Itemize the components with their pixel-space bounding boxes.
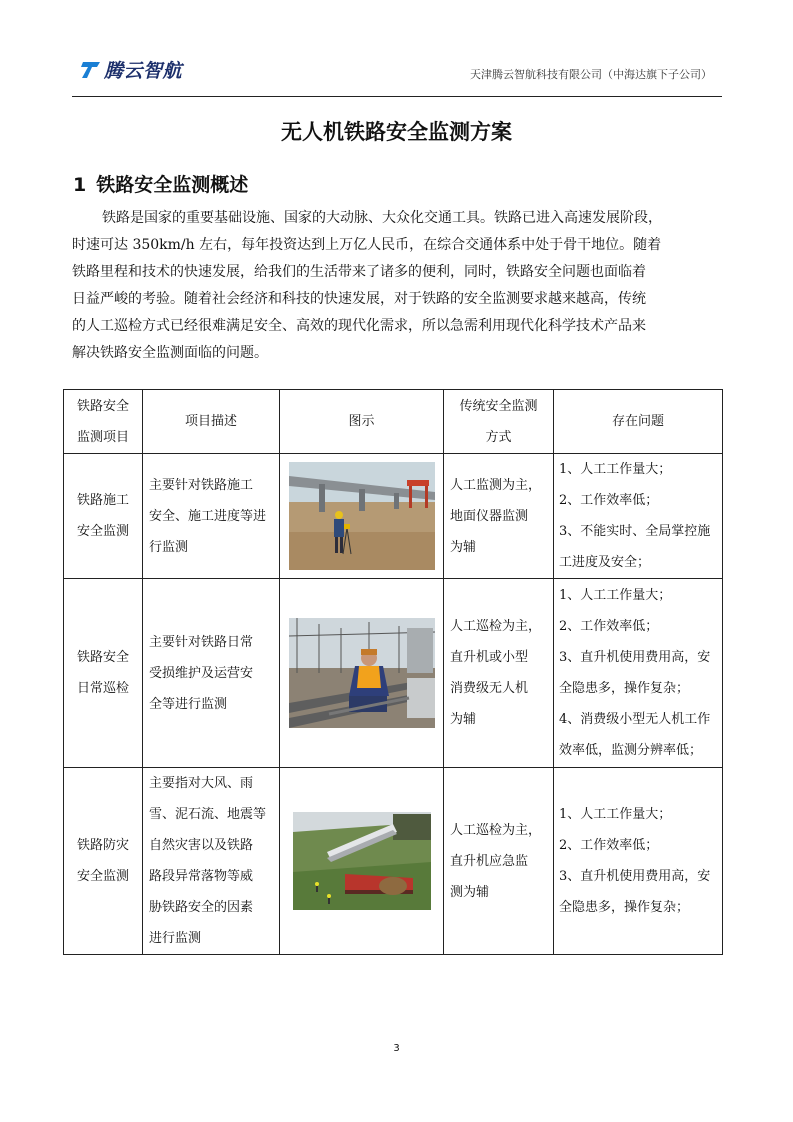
section-title-text: 铁路安全监测概述 [96, 174, 249, 196]
header-cell-image: 图示 [280, 390, 444, 454]
desc-cell: 主要针对铁路日常 受损维护及运营安 全等进行监测 [143, 579, 280, 768]
company-logo [80, 56, 182, 82]
logo-text: 腾云智航 [104, 59, 183, 82]
table-row [64, 454, 723, 579]
paragraph-line: 的人工巡检方式已经很难满足安全、高效的现代化需求，所以急需利用现代化科学技术产品来 [72, 318, 646, 334]
train-derailment-photo [293, 812, 431, 910]
item-cell: 铁路安全 日常巡检 [64, 579, 143, 768]
page-header [72, 54, 722, 98]
image-cell [280, 579, 444, 768]
method-cell: 人工监测为主， 地面仪器监测 为辅 [444, 454, 554, 579]
section-heading [73, 170, 248, 197]
document-title: 无人机铁路安全监测方案 [281, 120, 512, 144]
issues-cell: 1、人工工作量大； 2、工作效率低； 3、不能实时、全局掌控施 工进度及安全； [554, 454, 723, 579]
header-cell-method: 传统安全监测 方式 [444, 390, 554, 454]
issues-cell: 1、人工工作量大； 2、工作效率低； 3、直升机使用费用高，安 全隐患多，操作复杂； [554, 768, 723, 955]
monitoring-comparison-table [63, 389, 723, 955]
header-cell-desc: 项目描述 [143, 390, 280, 454]
desc-cell: 主要指对大风、雨 雪、泥石流、地震等 自然灾害以及铁路 路段异常落物等威 胁铁路安全的因素 进行监测 [143, 768, 280, 955]
table-row [64, 768, 723, 955]
paragraph-line: 时速可达 350km/h 左右，每年投资达到上万亿人民币，在综合交通体系中处于骨干地位。随着 [72, 237, 662, 253]
item-cell: 铁路施工 安全监测 [64, 454, 143, 579]
table-header-row [64, 390, 723, 454]
paragraph-line: 解决铁路安全监测面临的问题。 [72, 345, 268, 361]
section-number: 1 [73, 174, 87, 196]
paragraph-line: 铁路是国家的重要基础设施、国家的大动脉、大众化交通工具。铁路已进入高速发展阶段， [102, 210, 662, 226]
header-divider [72, 96, 722, 97]
desc-cell: 主要针对铁路施工 安全、施工进度等进 行监测 [143, 454, 280, 579]
image-cell [280, 768, 444, 955]
intro-paragraph [72, 205, 722, 367]
track-inspection-worker-photo [289, 618, 435, 728]
paragraph-line: 铁路里程和技术的快速发展，给我们的生活带来了诸多的便利，同时，铁路安全问题也面临着 [72, 264, 646, 280]
logo-icon [80, 58, 102, 80]
company-name: 天津腾云智航科技有限公司（中海达旗下子公司） [470, 68, 712, 81]
method-cell: 人工巡检为主， 直升机应急监 测为辅 [444, 768, 554, 955]
page-number: 3 [393, 1043, 400, 1054]
item-cell: 铁路防灾 安全监测 [64, 768, 143, 955]
header-cell-issues: 存在问题 [554, 390, 723, 454]
header-cell-item: 铁路安全 监测项目 [64, 390, 143, 454]
table-row [64, 579, 723, 768]
issues-cell: 1、人工工作量大； 2、工作效率低； 3、直升机使用费用高，安 全隐患多，操作复杂； 4、消费级小型无人机工作 效率低，监测分辨率低； [554, 579, 723, 768]
image-cell [280, 454, 444, 579]
construction-survey-photo [289, 462, 435, 570]
paragraph-line: 日益严峻的考验。随着社会经济和科技的快速发展，对于铁路的安全监测要求越来越高，传统 [72, 291, 646, 307]
method-cell: 人工巡检为主， 直升机或小型 消费级无人机 为辅 [444, 579, 554, 768]
